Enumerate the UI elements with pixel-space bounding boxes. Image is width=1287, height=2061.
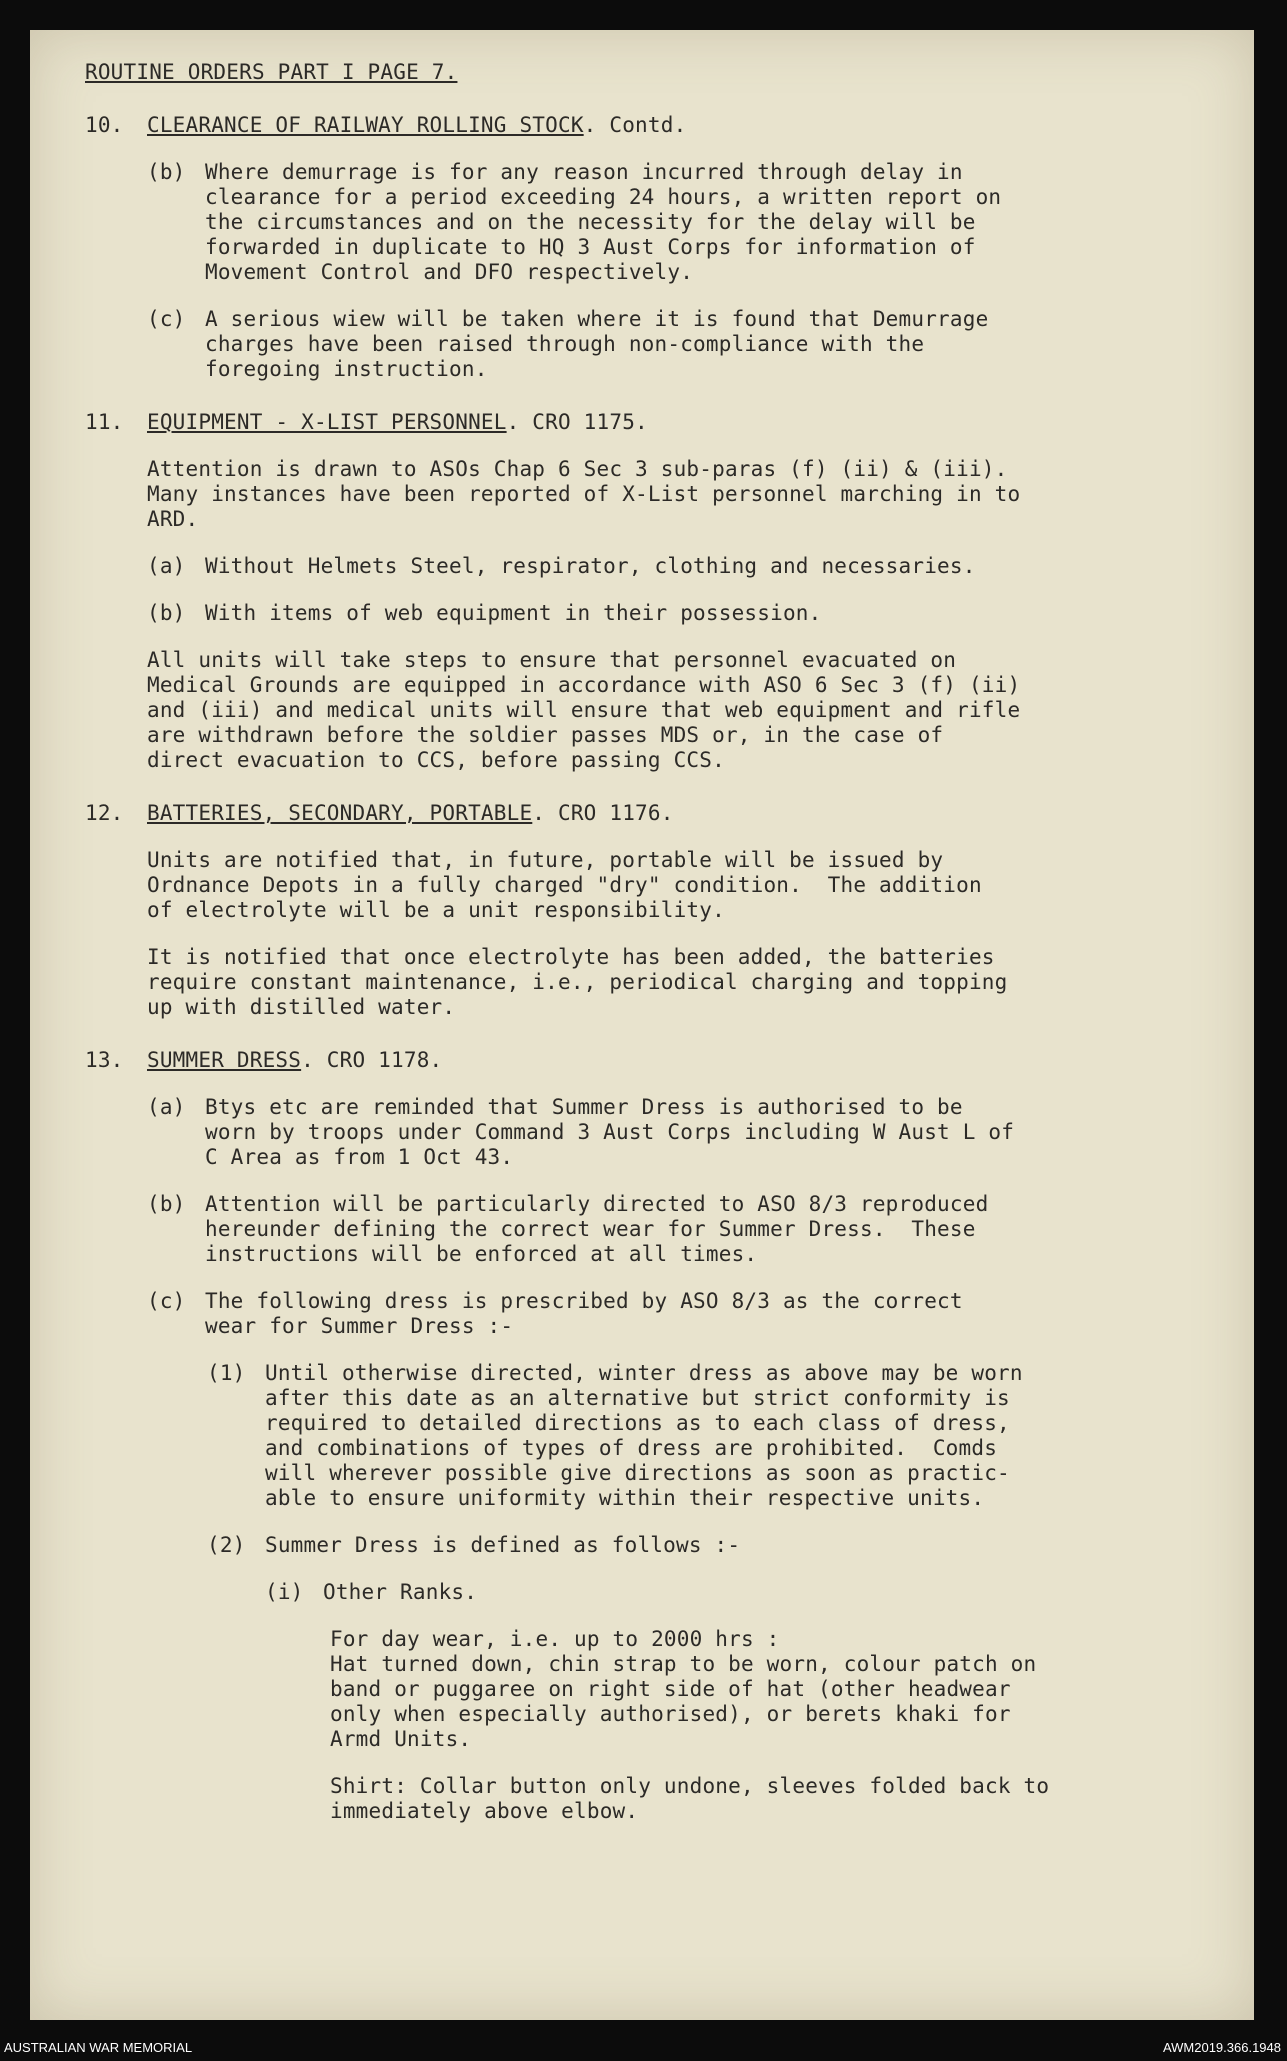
- item-text: Without Helmets Steel, respirator, clothing and necessaries.: [205, 554, 976, 578]
- item-text: Where demurrage is for any reason incurred through delay in clearance for a period exceeding 24 hours, a written report on the circumstances and on the necessity for the delay will be forwarded in duplicate to HQ 3 Aust Corps for information of Movement Control and DFO respectively.: [205, 160, 1002, 284]
- item-text: Attention will be particularly directed to ASO 8/3 reproduced hereunder defining the correct wear for Summer Dress. These instructions will be enforced at all times.: [205, 1192, 989, 1266]
- section-title: SUMMER DRESS: [147, 1048, 302, 1072]
- list-item: [147, 1095, 1220, 1170]
- section-number: 13.: [85, 1048, 124, 1072]
- item-label: (c): [147, 307, 186, 331]
- list-item: [147, 554, 1220, 579]
- section-ref: . Contd.: [583, 113, 687, 137]
- document-page: [30, 30, 1254, 2020]
- section-number: 12.: [85, 801, 124, 825]
- section-ref: . CRO 1178.: [301, 1048, 443, 1072]
- section-outro: All units will take steps to ensure that personnel evacuated on Medical Grounds are equipped in accordance with ASO 6 Sec 3 (f) (ii) and (iii) and medical units will ensure that web equipment and rifle are withdrawn before the soldier passes MDS or, in the case of direct evacuation to CCS, before passing CCS.: [147, 648, 1021, 772]
- item-label: (b): [147, 160, 186, 184]
- item-text: With items of web equipment in their possession.: [205, 601, 822, 625]
- paragraph: Units are notified that, in future, portable will be issued by Ordnance Depots in a fully charged "dry" condition. The addition of electrolyte will be a unit responsibility.: [147, 848, 982, 922]
- item-text: A serious wiew will be taken where it is found that Demurrage charges have been raised through non-compliance with the foregoing instruction.: [205, 307, 989, 381]
- section-ref: . CRO 1175.: [506, 410, 648, 434]
- sub-list-item: [207, 1533, 1220, 1558]
- section-title: EQUIPMENT - X-LIST PERSONNEL: [147, 410, 507, 434]
- section-number: 10.: [85, 113, 124, 137]
- item-label: (c): [147, 1289, 186, 1313]
- item-text: The following dress is prescribed by ASO 8/3 as the correct wear for Summer Dress :-: [205, 1289, 963, 1338]
- list-item: [147, 1192, 1220, 1267]
- item-label: (a): [147, 554, 186, 578]
- paragraph: It is notified that once electrolyte has been added, the batteries require constant maintenance, i.e., periodical charging and topping up with distilled water.: [147, 945, 1008, 1019]
- section-title: BATTERIES, SECONDARY, PORTABLE: [147, 801, 533, 825]
- section-13-heading: [85, 1048, 1220, 1073]
- list-item: [147, 1289, 1220, 1339]
- sub-item-label: (1): [207, 1361, 246, 1385]
- subsub-label: (i): [265, 1580, 304, 1604]
- item-label: (b): [147, 601, 186, 625]
- item-label: (a): [147, 1095, 186, 1119]
- section-number: 11.: [85, 410, 124, 434]
- typed-text: [85, 60, 1220, 1824]
- list-item: [147, 601, 1220, 626]
- footer-institution: AUSTRALIAN WAR MEMORIAL: [4, 2040, 193, 2055]
- list-item: [147, 307, 1220, 382]
- section-title: CLEARANCE OF RAILWAY ROLLING STOCK: [147, 113, 584, 137]
- item-label: (b): [147, 1192, 186, 1216]
- day-wear-text: For day wear, i.e. up to 2000 hrs : Hat turned down, chin strap to be worn, colour patch on band or puggaree on right side of hat (other headwear only when especially authorised), or berets khaki for Armd Units.: [330, 1627, 1037, 1751]
- footer-accession-id: AWM2019.366.1948: [1162, 2040, 1281, 2055]
- section-10-heading: [85, 113, 1220, 138]
- page-header: ROUTINE ORDERS PART I PAGE 7.: [85, 60, 458, 84]
- section-12-heading: [85, 801, 1220, 826]
- item-text: Btys etc are reminded that Summer Dress is authorised to be worn by troops under Command 3 Aust Corps including W Aust L of C Area as from 1 Oct 43.: [205, 1095, 1015, 1169]
- sub-item-label: (2): [207, 1533, 246, 1557]
- list-item: [147, 160, 1220, 285]
- subsub-text: Other Ranks.: [323, 1580, 478, 1604]
- shirt-text: Shirt: Collar button only undone, sleeves folded back to immediately above elbow.: [330, 1774, 1050, 1823]
- sub-item-text: Until otherwise directed, winter dress as above may be worn after this date as an alternative but strict conformity is required to detailed directions as to each class of dress, and combinations of types of dress are prohibited. Comds will wherever possible give directions as soon as practic- able to ensure uniformity within their respective units.: [265, 1361, 1023, 1510]
- sub-list-item: [207, 1361, 1220, 1511]
- section-intro: Attention is drawn to ASOs Chap 6 Sec 3 sub-paras (f) (ii) & (iii). Many instances have been reported of X-List personnel marching in to ARD.: [147, 457, 1021, 531]
- sub-item-text: Summer Dress is defined as follows :-: [265, 1533, 741, 1557]
- section-11-heading: [85, 410, 1220, 435]
- footer-bar: [0, 2031, 1287, 2061]
- section-ref: . CRO 1176.: [532, 801, 674, 825]
- subsub-item: [265, 1580, 1220, 1605]
